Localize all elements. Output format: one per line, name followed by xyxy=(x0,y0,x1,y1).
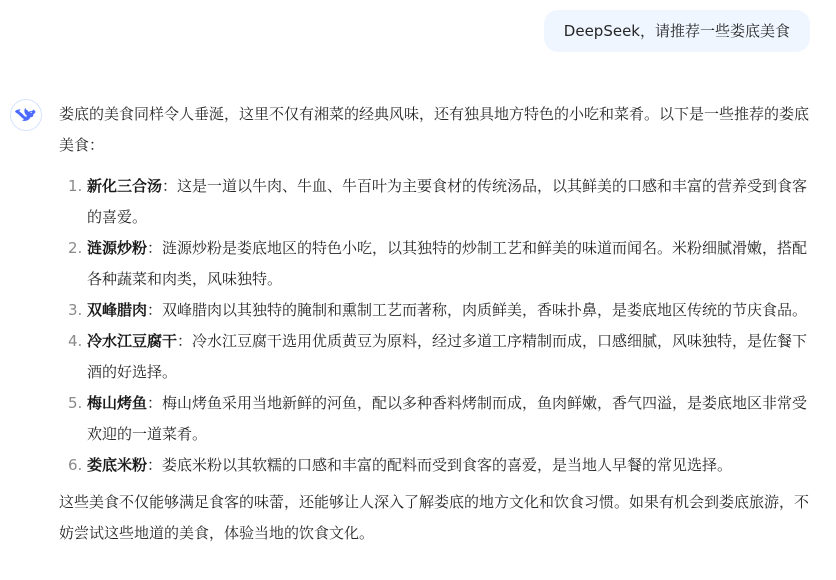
dish-description: 这是一道以牛肉、牛血、牛百叶为主要食材的传统汤品，以其鲜美的口感和丰富的营养受到食客的喜爱。 xyxy=(87,177,808,226)
user-message-bubble: DeepSeek，请推荐一些娄底美食 xyxy=(544,10,810,52)
assistant-answer xyxy=(59,99,815,549)
dish-name: 涟源炒粉 xyxy=(87,239,148,257)
assistant-avatar xyxy=(10,99,42,131)
item-colon: ： xyxy=(147,239,163,257)
item-colon: ： xyxy=(147,456,163,474)
dish-name: 梅山烤鱼 xyxy=(87,394,148,412)
list-item xyxy=(59,171,815,233)
answer-intro: 娄底的美食同样令人垂涎，这里不仅有湘菜的经典风味，还有独具地方特色的小吃和菜肴。以下是一些推荐的娄底美食： xyxy=(59,105,810,154)
list-item xyxy=(59,450,815,481)
list-number: 5. xyxy=(68,394,83,412)
list-number: 4. xyxy=(68,332,83,350)
dish-name: 新化三合汤 xyxy=(87,177,163,195)
recommendation-list xyxy=(59,171,815,481)
list-item xyxy=(59,326,815,388)
dish-description: 涟源炒粉是娄底地区的特色小吃，以其独特的炒制工艺和鲜美的味道而闻名。米粉细腻滑嫩，搭配各种蔬菜和肉类，风味独特。 xyxy=(87,239,808,288)
item-colon: ： xyxy=(162,177,178,195)
item-colon: ： xyxy=(177,332,193,350)
dish-name: 冷水江豆腐干 xyxy=(87,332,178,350)
item-colon: ： xyxy=(147,394,163,412)
list-number: 6. xyxy=(68,456,83,474)
deepseek-whale-icon xyxy=(15,104,37,126)
dish-name: 双峰腊肉 xyxy=(87,301,148,319)
list-item xyxy=(59,295,815,326)
dish-description: 梅山烤鱼采用当地新鲜的河鱼，配以多种香料烤制而成，鱼肉鲜嫩，香气四溢，是娄底地区非常受欢迎的一道菜肴。 xyxy=(87,394,808,443)
list-number: 1. xyxy=(68,177,83,195)
dish-description: 娄底米粉以其软糯的口感和丰富的配料而受到食客的喜爱，是当地人早餐的常见选择。 xyxy=(162,456,733,474)
list-number: 3. xyxy=(68,301,83,319)
dish-description: 冷水江豆腐干选用优质黄豆为原料，经过多道工序精制而成，口感细腻，风味独特，是佐餐下酒的好选择。 xyxy=(87,332,808,381)
list-number: 2. xyxy=(68,239,83,257)
dish-name: 娄底米粉 xyxy=(87,456,148,474)
list-item xyxy=(59,233,815,295)
item-colon: ： xyxy=(147,301,163,319)
dish-description: 双峰腊肉以其独特的腌制和熏制工艺而著称，肉质鲜美，香味扑鼻，是娄底地区传统的节庆食品。 xyxy=(162,301,808,319)
list-item xyxy=(59,388,815,450)
answer-outro: 这些美食不仅能够满足食客的味蕾，还能够让人深入了解娄底的地方文化和饮食习惯。如果有机会到娄底旅游，不妨尝试这些地道的美食，体验当地的饮食文化。 xyxy=(59,493,810,542)
